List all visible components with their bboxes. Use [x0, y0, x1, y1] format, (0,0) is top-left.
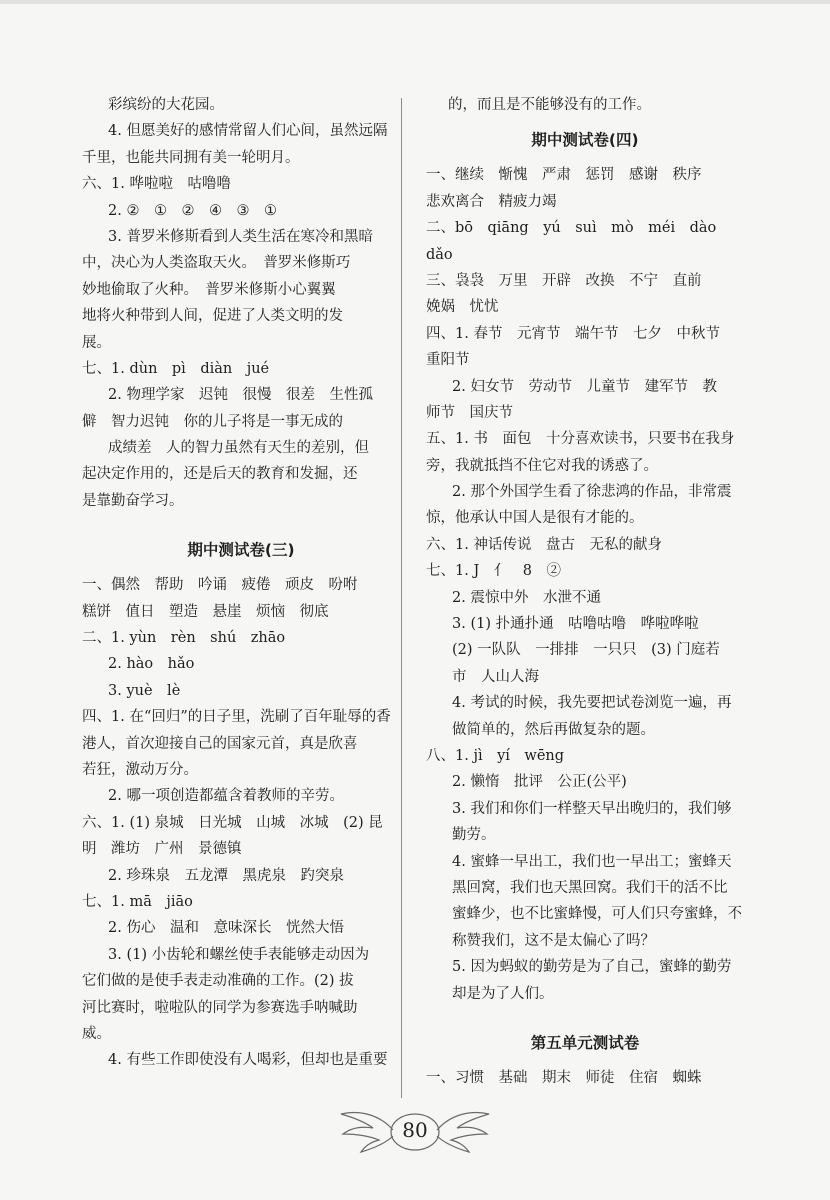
answer-line: 僻 智力迟钝 你的儿子将是一事无成的	[82, 413, 343, 430]
answer-line: 彩缤纷的大花园。	[108, 97, 224, 113]
answer-line: 2. 震惊中外 水泄不通	[452, 589, 601, 606]
answer-line: 四、1. 春节 元宵节 端午节 七夕 中秋节	[426, 325, 720, 342]
answer-line: 五、1. 书 面包 十分喜欢读书，只要书在我身	[426, 431, 735, 448]
answer-line: 旁，我就抵挡不住它对我的诱惑了。	[426, 457, 658, 474]
answer-line: 一、偶然 帮助 吟诵 疲倦 顽皮 吩咐	[82, 577, 358, 594]
answer-line: 河比赛时，啦啦队的同学为参赛选手呐喊助	[82, 999, 358, 1016]
answer-line: 2. 懒惰 批评 公正(公平)	[452, 774, 627, 791]
answer-line: 3. 我们和你们一样整天早出晚归的，我们够	[452, 800, 732, 817]
answer-line: 3. (1) 扑通扑通 咕噜咕噜 哗啦哗啦	[452, 616, 699, 633]
answer-line: 中，决心为人类盗取天火。 普罗米修斯巧	[82, 255, 351, 272]
answer-line: 2. ② ① ② ④ ③ ①	[108, 202, 277, 219]
page-footer	[335, 1100, 495, 1160]
answer-line: 黑回窝，我们也天黑回窝。我们干的活不比	[452, 879, 728, 896]
answer-line: 娩娲 忧忧	[426, 299, 499, 316]
answer-line: 八、1. jì yí wēng	[426, 747, 565, 764]
page-top-edge	[0, 0, 830, 4]
answer-line: 3. yuè lè	[108, 682, 181, 699]
answer-line: 七、1. J 亻 8 ②	[426, 563, 561, 580]
page-number: 80	[402, 1118, 428, 1142]
left-column	[82, 92, 400, 1074]
answer-line: 二、bō qiāng yú suì mò méi dào	[426, 220, 717, 237]
answer-line: 悲欢离合 精疲力竭	[426, 193, 557, 210]
answer-line: 六、1. 神话传说 盘古 无私的献身	[426, 536, 662, 553]
spacer	[82, 514, 400, 528]
answer-line: 却是为了人们。	[452, 985, 554, 1002]
column-divider	[401, 98, 402, 1098]
answer-line: 六、1. 哗啦啦 咕噜噜	[82, 176, 231, 193]
right-column	[426, 92, 744, 1091]
answer-line: 蜜蜂少，也不比蜜蜂慢，可人们只夸蜜蜂，不	[452, 906, 742, 923]
answer-line: 2. 物理学家 迟钝 很慢 很差 生性孤	[108, 387, 373, 404]
section-title: 期中测试卷(三)	[187, 541, 295, 560]
answer-line: 2. 哪一项创造都蕴含着教师的辛劳。	[108, 788, 344, 805]
answer-line: 4. 考试的时候，我先要把试卷浏览一遍，再	[452, 695, 732, 712]
answer-line: 师节 国庆节	[426, 404, 513, 421]
section-title: 第五单元测试卷	[530, 1033, 640, 1052]
answer-line: 威。	[82, 1025, 111, 1042]
answer-line: 明 潍坊 广州 景德镇	[82, 841, 242, 858]
answer-line: 惊，他承认中国人是很有才能的。	[426, 510, 644, 527]
answer-line: 七、1. dùn pì diàn jué	[82, 360, 270, 377]
answer-line: 市 人山人海	[452, 668, 539, 685]
answer-line: 糕饼 值日 塑造 悬崖 烦恼 彻底	[82, 603, 329, 620]
answer-line: 4. 蜜蜂一早出工，我们也一早出工；蜜蜂天	[452, 853, 732, 870]
answer-line: 2. 那个外国学生看了徐悲鸿的作品，非常震	[452, 484, 732, 501]
answer-line: 2. 珍珠泉 五龙潭 黑虎泉 趵突泉	[108, 867, 344, 884]
section-title: 期中测试卷(四)	[531, 131, 639, 150]
answer-line: 地将火种带到人间，促进了人类文明的发	[82, 308, 343, 325]
answer-line: 港人，首次迎接自己的国家元首，真是欣喜	[82, 735, 358, 752]
answer-line: 4. 但愿美好的感情常留人们心间，虽然远隔	[108, 123, 388, 140]
answer-line: 重阳节	[426, 352, 470, 369]
answer-line: 三、袅袅 万里 开辟 改换 不宁 直前	[426, 272, 702, 289]
answer-line: 3. (1) 小齿轮和螺丝使手表能够走动因为	[108, 946, 370, 963]
spacer	[426, 1007, 744, 1021]
answer-line: dǎo	[426, 246, 453, 263]
answer-line: 是靠勤奋学习。	[82, 492, 184, 509]
answer-line: 成绩差 人的智力虽然有天生的差别，但	[108, 440, 369, 457]
answer-line: 六、1. (1) 泉城 日光城 山城 冰城 (2) 昆	[82, 814, 383, 831]
answer-line: 一、继续 惭愧 严肃 惩罚 感谢 秩序	[426, 167, 702, 184]
answer-line: 称赞我们，这不是太偏心了吗？	[452, 932, 655, 949]
answer-line: 2. 妇女节 劳动节 儿童节 建军节 教	[452, 378, 717, 395]
answer-line: 四、1. 在“回归”的日子里，洗刷了百年耻辱的香	[82, 709, 391, 726]
answer-line: 起决定作用的，还是后天的教育和发掘，还	[82, 466, 358, 483]
answer-line: 2. hào hǎo	[108, 656, 195, 673]
answer-line: (2) 一队队 一排排 一只只 (3) 门庭若	[452, 642, 720, 659]
answer-line: 5. 因为蚂蚁的勤劳是为了自己，蜜蜂的勤劳	[452, 959, 732, 976]
answer-line: 的，而且是不能够没有的工作。	[448, 97, 651, 113]
answer-line: 一、习惯 基础 期末 师徒 住宿 蜘蛛	[426, 1069, 702, 1086]
answer-line: 千里，也能共同拥有美一轮明月。	[82, 149, 300, 166]
answer-line: 2. 伤心 温和 意味深长 恍然大悟	[108, 920, 344, 937]
answer-line: 妙地偷取了火种。 普罗米修斯小心翼翼	[82, 281, 336, 298]
answer-line: 它们做的是使手表走动准确的工作。(2) 拔	[82, 973, 354, 990]
answer-line: 勤劳。	[452, 827, 496, 844]
answer-line: 若狂，激动万分。	[82, 761, 198, 778]
answer-line: 3. 普罗米修斯看到人类生活在寒冷和黑暗	[108, 228, 373, 245]
answer-line: 二、1. yùn rèn shú zhāo	[82, 630, 286, 647]
answer-line: 展。	[82, 334, 111, 351]
answer-line: 做简单的，然后再做复杂的题。	[452, 721, 655, 738]
answer-line: 4. 有些工作即使没有人喝彩，但却也是重要	[108, 1052, 388, 1069]
answer-line: 七、1. mā jiāo	[82, 893, 193, 910]
